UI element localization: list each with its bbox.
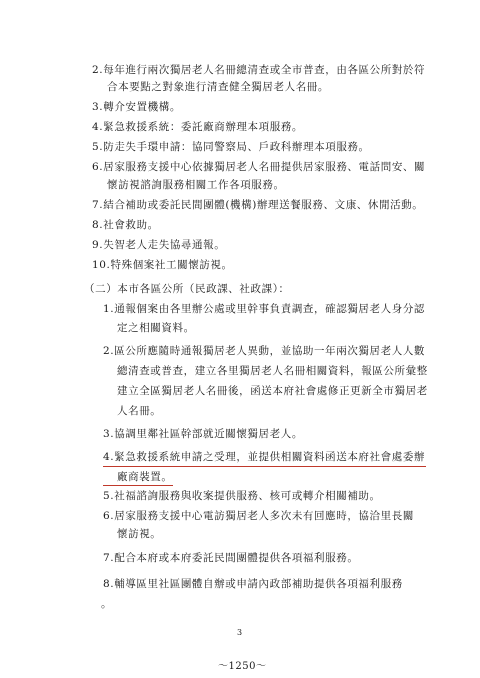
- list-item-6-line-2: 懷訪視諮詢服務相關工作各項服務。: [107, 179, 285, 191]
- list-item-9: 9.失智老人走失協尋通報。: [92, 239, 226, 251]
- list-item-10: 10.特殊個案社工關懷訪視。: [92, 259, 233, 271]
- list-item-6-line-1: 6.居家服務支援中心依據獨居老人名冊提供居家服務、電話問安、關: [92, 161, 426, 173]
- list-item-7: 7.結合補助或委託民間團體(機構)辦理送餐服務、文康、休閒活動。: [92, 199, 424, 211]
- s2-item-2-line-4: 人名冊。: [117, 405, 162, 417]
- list-item-8: 8.社會救助。: [92, 219, 159, 231]
- s2-item-6-line-2: 懷訪視。: [117, 528, 162, 540]
- s2-item-7: 7.配合本府或本府委託民間團體提供各項福利服務。: [103, 552, 359, 564]
- s2-item-8-line-2: 。: [101, 598, 113, 610]
- list-item-2-line-2: 合本要點之對象進行清查健全獨居老人名冊。: [107, 81, 329, 93]
- s2-item-2-line-2: 總清查或普查，建立各里獨居老人名冊相關資料，報區公所彙整: [117, 365, 428, 377]
- s2-item-6-line-1: 6.居家服務支援中心電訪獨居老人多次未有回應時，協洽里長關: [103, 510, 414, 522]
- s2-item-8-line-1: 8.輔導區里社區團體自辦或申請內政部補助提供各項福利服務: [103, 578, 403, 590]
- s2-item-1-line-1: 1.通報個案由各里辦公處或里幹事負責調查，確認獨居老人身分認: [103, 303, 426, 315]
- list-item-3: 3.轉介安置機構。: [92, 101, 181, 113]
- page-number: 3: [237, 628, 243, 637]
- s2-item-1-line-2: 定之相關資料。: [117, 322, 195, 334]
- s2-item-4-line-2: 廠商裝置。: [117, 471, 173, 483]
- list-item-2-line-1: 2.每年進行兩次獨居老人名冊總清查或全市普查，由各區公所對於符: [92, 64, 426, 76]
- list-item-5: 5.防走失手環申請：協同警察局、戶政科辦理本項服務。: [92, 141, 370, 153]
- s2-item-4-line-1: 4.緊急救援系統申請之受理，並提供相關資料函送本府社會處委辦: [103, 451, 426, 463]
- red-underline-line-1: [103, 466, 426, 467]
- footer-page-number: ～1250～: [218, 661, 267, 672]
- s2-item-5: 5.社福諮詢服務與收案提供服務、核可或轉介相關補助。: [103, 490, 381, 502]
- s2-item-2-line-3: 建立全區獨居老人名冊後，函送本府社會處修正更新全市獨居老: [117, 385, 428, 397]
- section-heading: （二）本市各區公所（民政課、社政課）：: [84, 283, 290, 295]
- red-underline-line-2: [103, 485, 173, 486]
- s2-item-3: 3.協調里鄰社區幹部就近關懷獨居老人。: [103, 428, 303, 440]
- list-item-4: 4.緊急救援系統：委託廠商辦理本項服務。: [92, 121, 304, 133]
- s2-item-2-line-1: 2.區公所應隨時通報獨居老人異動，並協助一年兩次獨居老人人數: [103, 345, 426, 357]
